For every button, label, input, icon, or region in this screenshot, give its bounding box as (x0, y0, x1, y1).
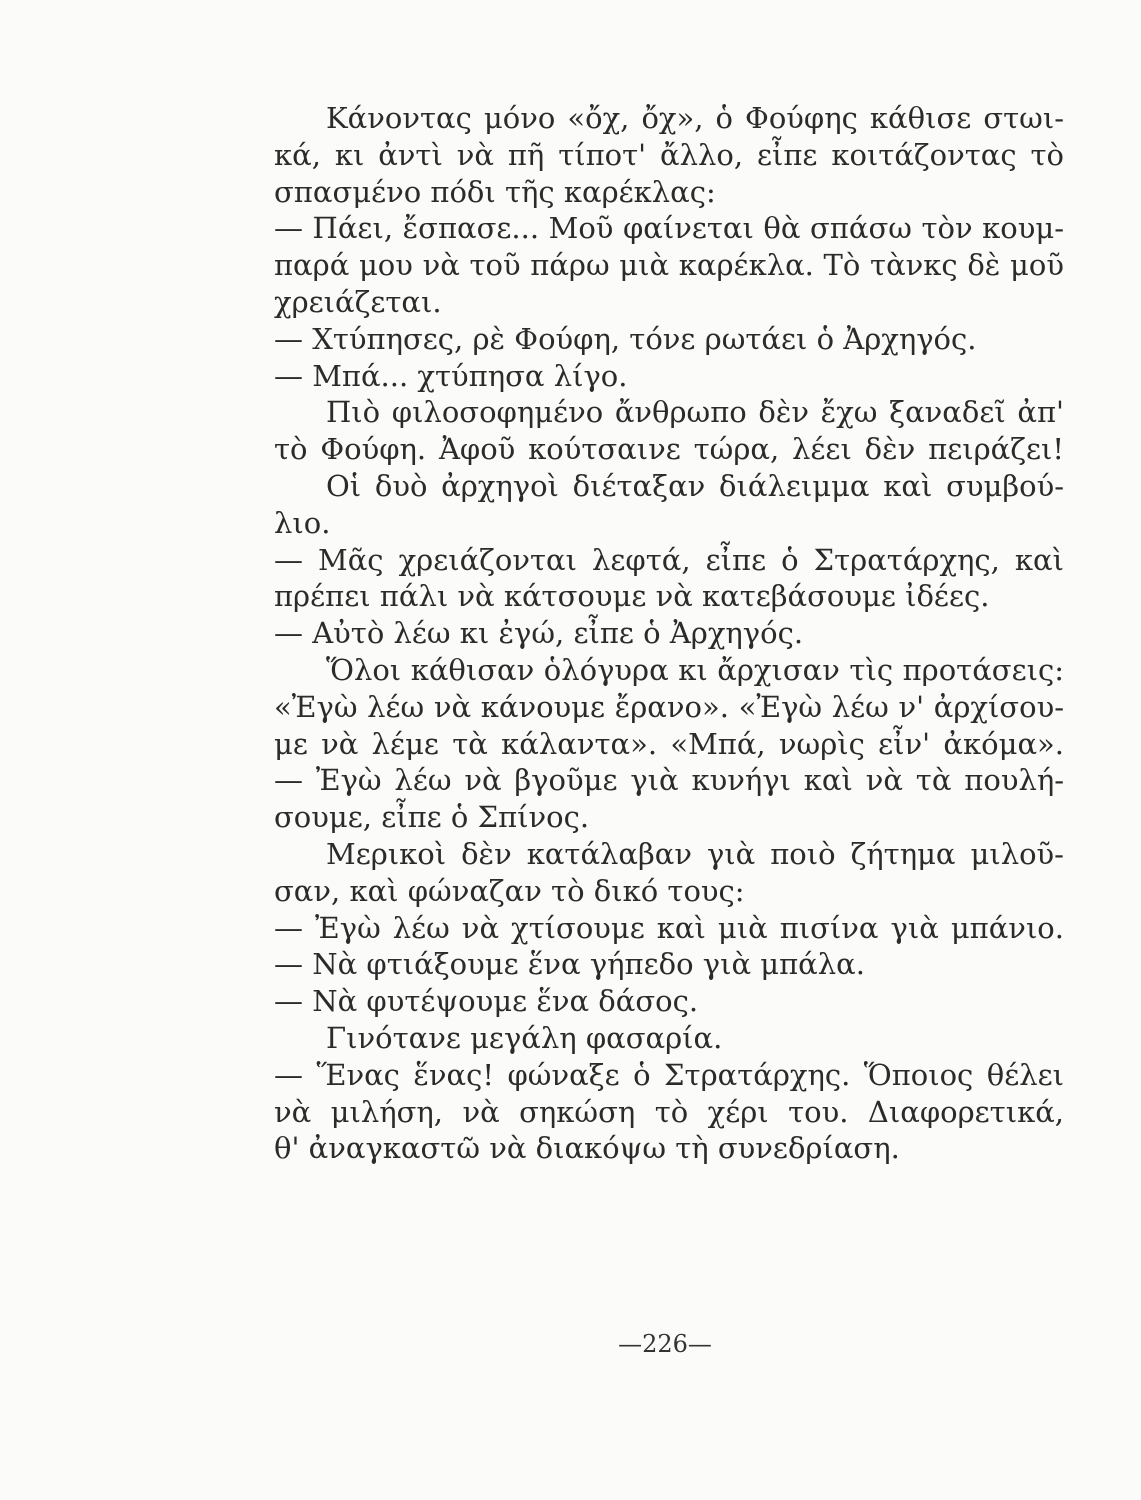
text-line: — Χτύπησες, ρὲ Φούφη, τόνε ρωτάει ὁ Ἀρχηγός. (274, 321, 977, 356)
text-line: σαν, καὶ φώναζαν τὸ δικό τους: (274, 873, 745, 908)
text-line: — Ἐγὼ λέω νὰ βγοῦμε γιὰ κυνήγι καὶ νὰ τὰ πουλή- (274, 763, 1064, 798)
text-line: Μερικοὶ δὲν κατάλαβαν γιὰ ποιὸ ζήτημα μιλοῦ- (326, 836, 1064, 871)
text-line: Οἱ δυὸ ἀρχηγοὶ διέταξαν διάλειμμα καὶ συμβού- (326, 468, 1064, 503)
text-line: σπασμένο πόδι τῆς καρέκλας: (274, 174, 716, 209)
text-line: Πιὸ φιλοσοφημένο ἄνθρωπο δὲν ἔχω ξαναδεῖ ἀπ' (326, 395, 1064, 430)
text-line: παρά μου νὰ τοῦ πάρω μιὰ καρέκλα. Τὸ τὰνκς δὲ μοῦ (274, 248, 1064, 283)
text-line: χρειάζεται. (274, 284, 442, 319)
text-line: — Νὰ φτιάξουμε ἕνα γήπεδο γιὰ μπάλα. (274, 947, 865, 982)
text-line: κά, κι ἀντὶ νὰ πῆ τίποτ' ἄλλο, εἶπε κοιτάζοντας τὸ (274, 137, 1064, 172)
text-line: — Ἕνας ἕνας! φώναξε ὁ Στρατάρχης. Ὅποιος θέλει (274, 1057, 1064, 1092)
text-line: Γινότανε μεγάλη φασαρία. (326, 1020, 723, 1055)
text-line: — Ἐγὼ λέω νὰ χτίσουμε καὶ μιὰ πισίνα γιὰ μπάνιο. (274, 910, 1064, 945)
text-line: με νὰ λέμε τὰ κάλαντα». «Μπά, νωρὶς εἶν' ἀκόμα». (274, 726, 1064, 761)
text-line: σουμε, εἶπε ὁ Σπίνος. (274, 800, 590, 835)
text-line: — Αὐτὸ λέω κι ἐγώ, εἶπε ὁ Ἀρχηγός. (274, 616, 804, 651)
text-line: λιο. (274, 505, 331, 540)
text-line: πρέπει πάλι νὰ κάτσουμε νὰ κατεβάσουμε ἰδέες. (274, 579, 990, 614)
text-line: — Πάει, ἔσπασε... Μοῦ φαίνεται θὰ σπάσω τὸν κουμ- (274, 211, 1064, 246)
text-line: — Μᾶς χρειάζονται λεφτά, εἶπε ὁ Στρατάρχης, καὶ (274, 542, 1064, 577)
text-line: θ' ἀναγκαστῶ νὰ διακόψω τὴ συνεδρίαση. (274, 1131, 900, 1166)
body-text (274, 100, 1064, 1167)
text-line: «Ἐγὼ λέω νὰ κάνουμε ἔρανο». «Ἐγὼ λέω ν' ἀρχίσου- (274, 689, 1064, 724)
text-line: Κάνοντας μόνο «ὄχ, ὄχ», ὁ Φούφης κάθισε στωι- (326, 101, 1064, 135)
page-number: —226— (618, 1330, 712, 1358)
text-line: τὸ Φούφη. Ἀφοῦ κούτσαινε τώρα, λέει δὲν πειράζει! (274, 432, 1064, 467)
text-line: — Μπά... χτύπησα λίγο. (274, 358, 628, 393)
text-line: νὰ μιλήση, νὰ σηκώση τὸ χέρι του. Διαφορετικά, (274, 1094, 1064, 1129)
text-line: — Νὰ φυτέψουμε ἕνα δάσος. (274, 984, 699, 1019)
text-line: Ὅλοι κάθισαν ὁλόγυρα κι ἄρχισαν τὶς προτάσεις: (326, 652, 1064, 687)
